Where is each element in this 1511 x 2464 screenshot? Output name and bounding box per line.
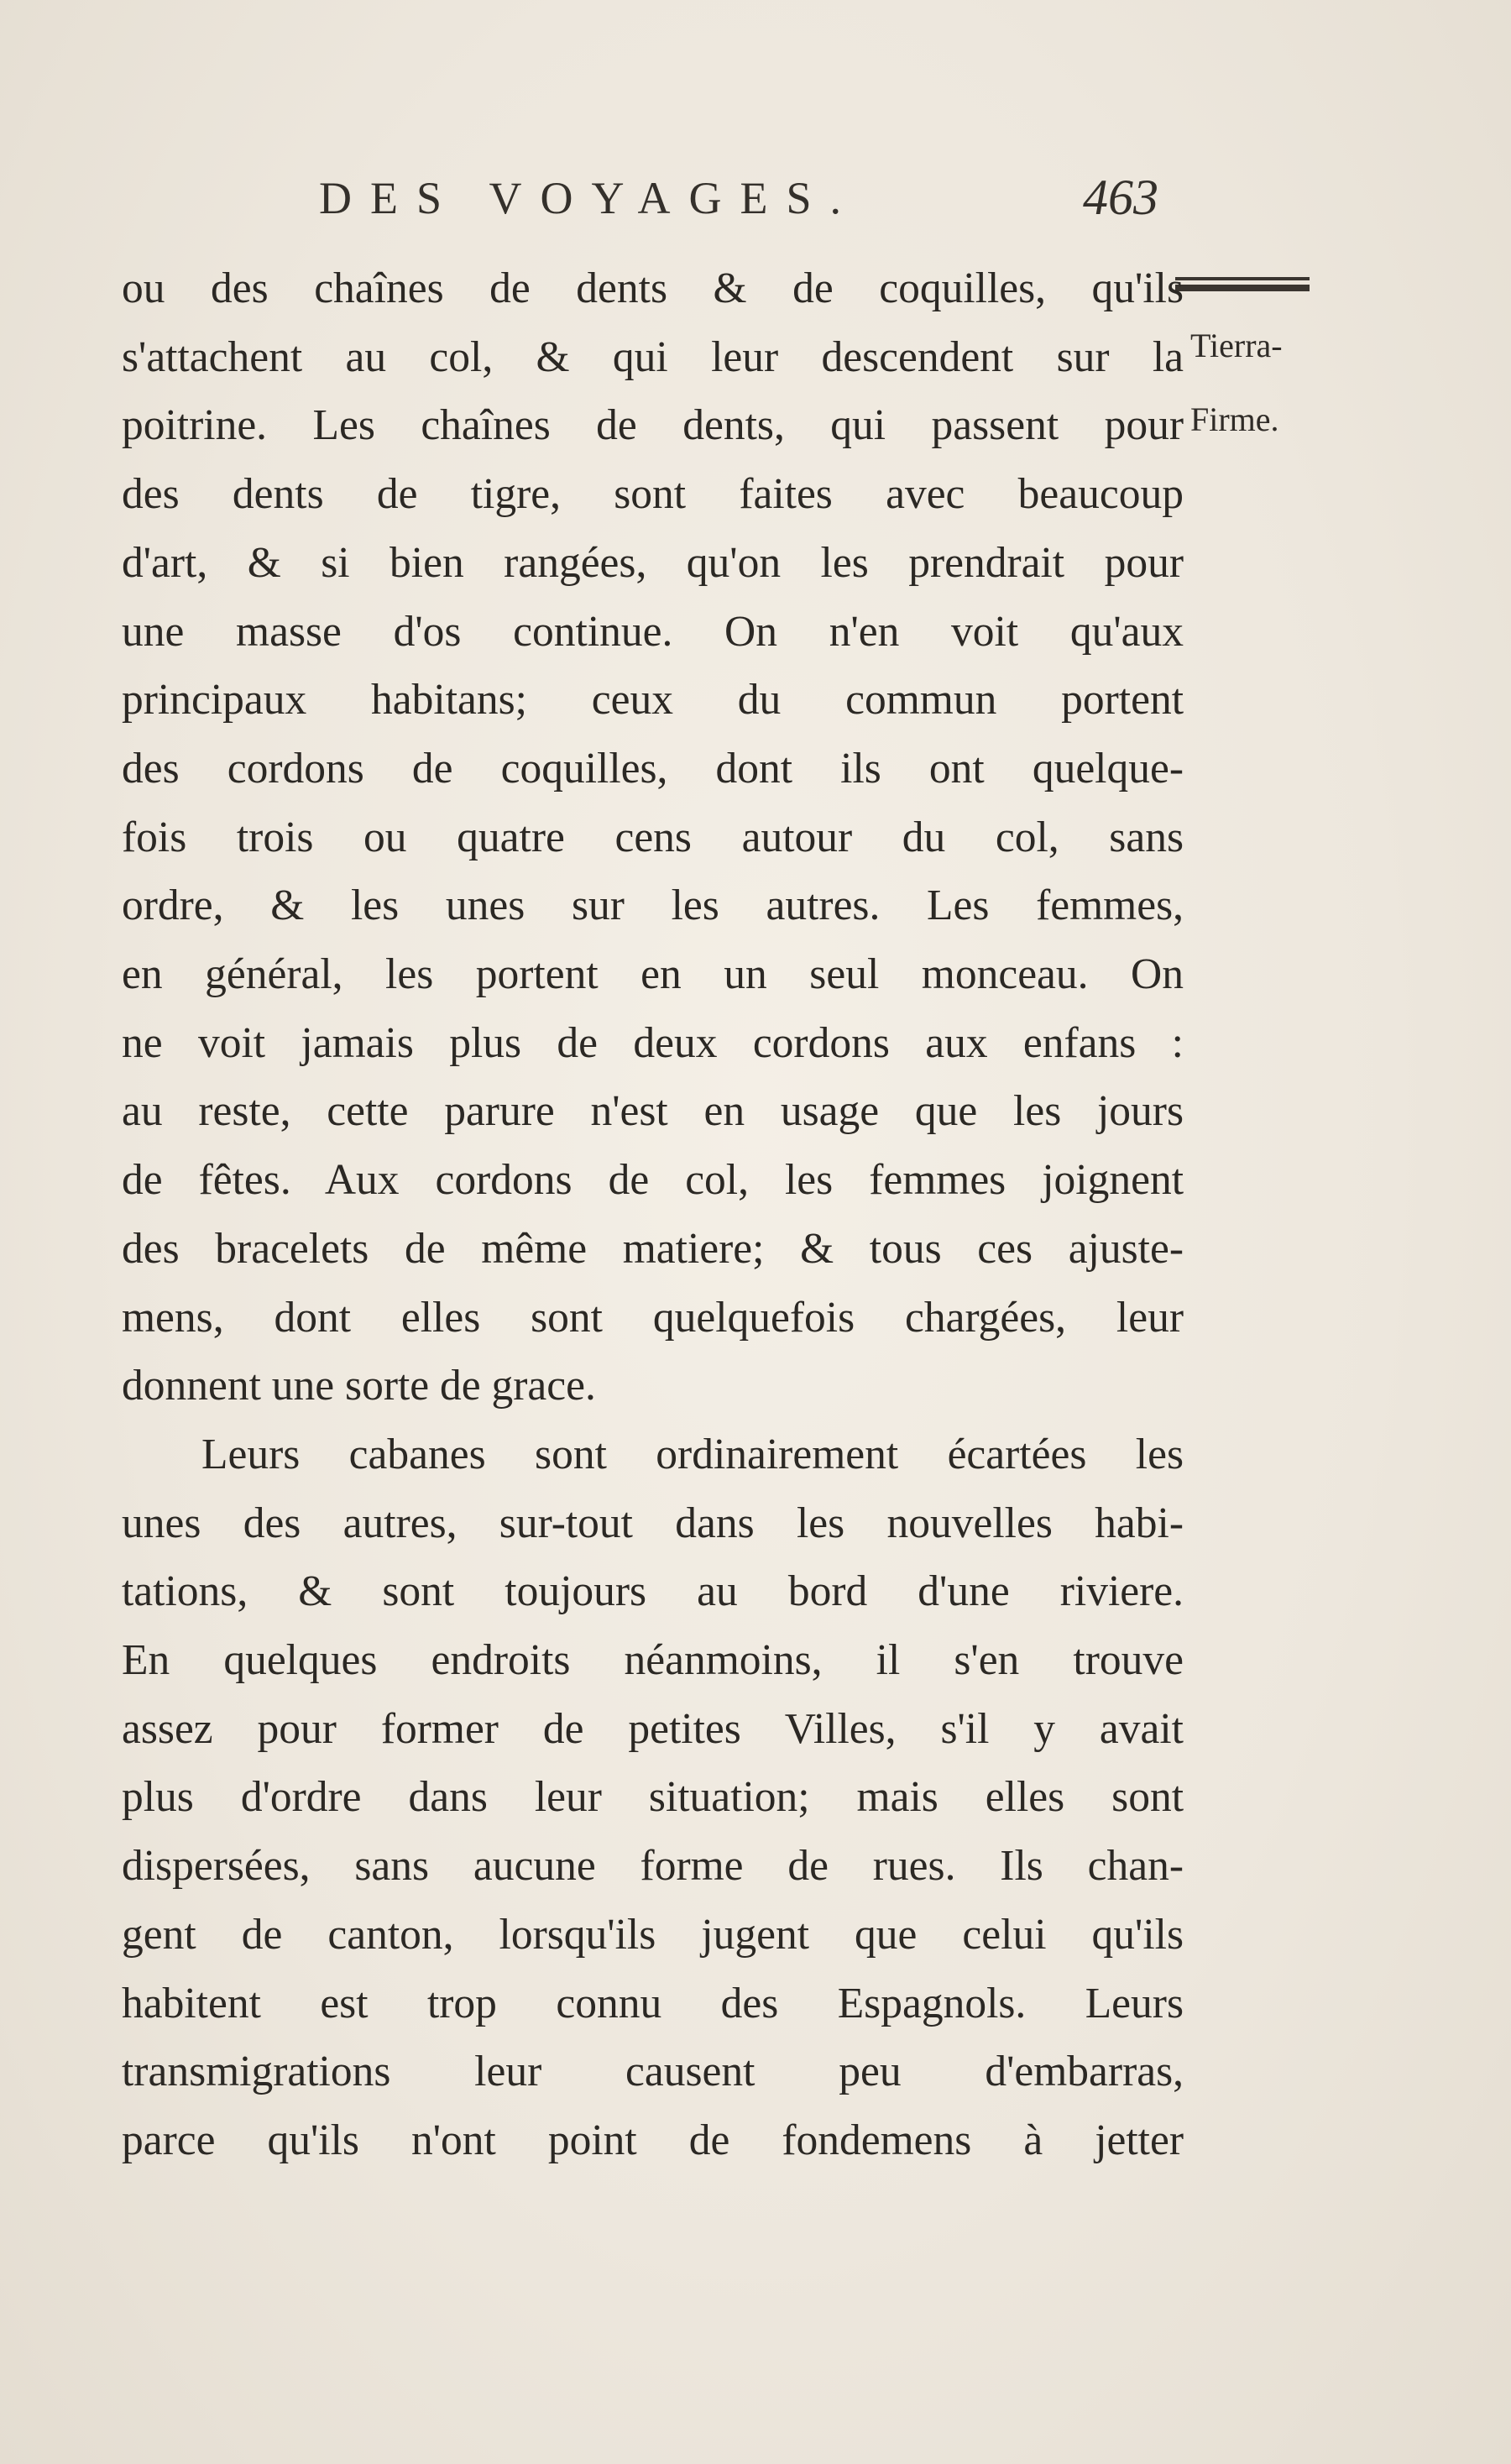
text-line: des dents de tigre, sont faites avec beaucoup	[122, 470, 1184, 519]
page-header	[319, 172, 1158, 231]
page-number: 463	[1083, 170, 1158, 225]
text-line: en général, les portent en un seul monceau. On	[122, 950, 1184, 999]
text-line: fois trois ou quatre cens autour du col, sans	[122, 813, 1184, 861]
text-line: d'art, & si bien rangées, qu'on les prendrait pour	[122, 538, 1184, 587]
running-title: DES VOYAGES.	[319, 173, 860, 223]
marginal-note-line: Firme.	[1190, 400, 1279, 438]
text-line: ordre, & les unes sur les autres. Les femmes,	[122, 881, 1184, 930]
text-line: une masse d'os continue. On n'en voit qu'aux	[122, 607, 1184, 656]
text-line: ne voit jamais plus de deux cordons aux enfans :	[122, 1018, 1184, 1067]
marginal-note-line: Tierra-	[1190, 327, 1283, 364]
text-line: poitrine. Les chaînes de dents, qui passent pour	[122, 401, 1184, 450]
text-line: parce qu'ils n'ont point de fondemens à jetter	[122, 2116, 1184, 2164]
text-line: donnent une sorte de grace.	[122, 1362, 596, 1410]
text-line: transmigrations leur causent peu d'embarras,	[122, 2048, 1184, 2096]
margin-rule-thin	[1175, 277, 1310, 280]
text-line: principaux habitans; ceux du commun portent	[122, 676, 1184, 725]
text-line: En quelques endroits néanmoins, il s'en trouve	[122, 1636, 1184, 1685]
text-line: assez pour former de petites Villes, s'il y avait	[122, 1704, 1184, 1753]
marginal-note	[1190, 309, 1341, 457]
body-text	[122, 254, 1184, 2175]
text-line: gent de canton, lorsqu'ils jugent que celui qu'ils	[122, 1910, 1184, 1959]
text-line: unes des autres, sur-tout dans les nouvelles habi-	[122, 1499, 1184, 1547]
text-line: de fêtes. Aux cordons de col, les femmes joignent	[122, 1156, 1184, 1205]
text-line: ou des chaînes de dents & de coquilles, qu'ils	[122, 264, 1184, 312]
text-line: des cordons de coquilles, dont ils ont quelque-	[122, 744, 1184, 793]
text-line: tations, & sont toujours au bord d'une riviere.	[122, 1567, 1184, 1616]
text-line: plus d'ordre dans leur situation; mais elles sont	[122, 1773, 1184, 1822]
text-line: s'attachent au col, & qui leur descendent sur la	[122, 332, 1184, 381]
text-line: des bracelets de même matiere; & tous ces ajuste-	[122, 1224, 1184, 1273]
text-line: dispersées, sans aucune forme de rues. Ils chan-	[122, 1842, 1184, 1891]
text-line: au reste, cette parure n'est en usage que les jours	[122, 1087, 1184, 1136]
text-line: Leurs cabanes sont ordinairement écartées les	[201, 1430, 1184, 1478]
margin-double-rule	[1175, 277, 1310, 292]
text-line: habitent est trop connu des Espagnols. Leurs	[122, 1979, 1184, 2027]
margin-rule-thick	[1175, 285, 1310, 291]
text-line: mens, dont elles sont quelquefois chargées, leur	[122, 1293, 1184, 1342]
